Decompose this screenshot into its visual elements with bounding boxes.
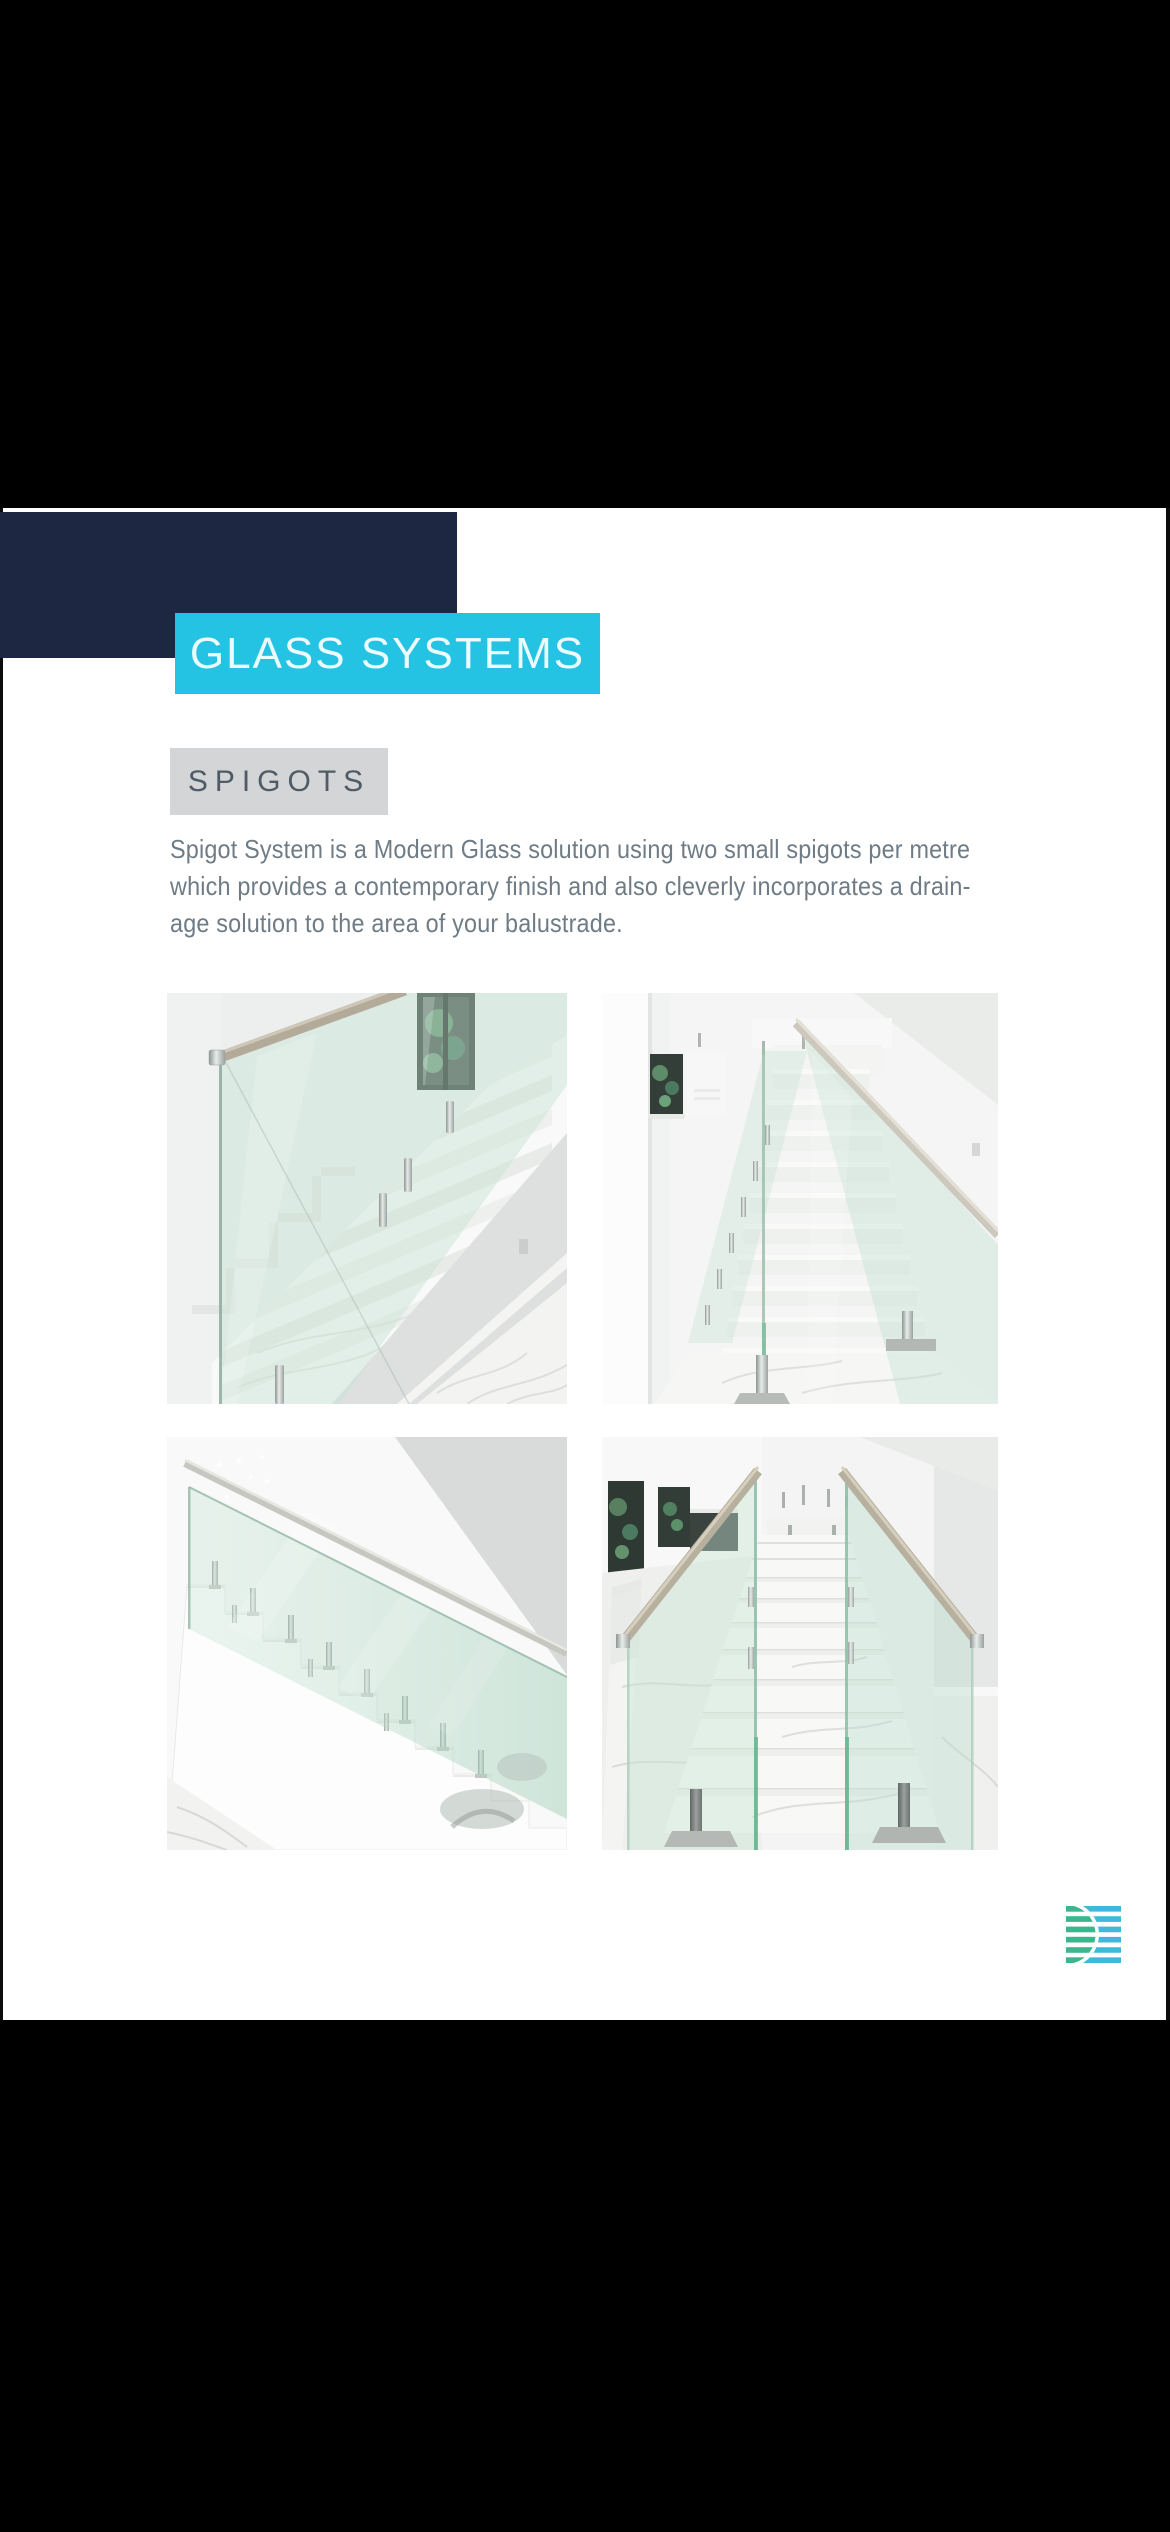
pillar [602, 993, 648, 1404]
spigots-heading-label: SPIGOTS [187, 764, 371, 798]
letterbox-top [0, 0, 1170, 508]
page-edge-right [1166, 508, 1170, 2020]
side-window [648, 1053, 726, 1119]
logo-green-semicircle [1066, 1906, 1096, 1963]
brand-logo [1063, 1906, 1121, 1963]
intro-line-1: Spigot System is a Modern Glass solution using two small spigots per metre [170, 834, 971, 864]
brochure-page [0, 508, 1170, 2020]
intro-paragraph [170, 831, 1070, 942]
logo-blue-stripes [1063, 1906, 1121, 1963]
banner-title: GLASS SYSTEMS [189, 628, 586, 678]
photo-staircase-front [602, 1437, 998, 1850]
page-edge-left [0, 508, 3, 2020]
glass-systems-banner [175, 613, 600, 694]
photo-staircase-side [167, 1437, 567, 1850]
wall-outlet [972, 1143, 980, 1156]
photo-staircase-front-angled [602, 993, 998, 1404]
intro-line-2: which provides a contemporary finish and also cleverly incorporates a drain- [170, 871, 971, 901]
letterbox-bottom [0, 2020, 1170, 2532]
photo-staircase-angled [167, 993, 567, 1404]
intro-line-3: age solution to the area of your balustrade. [170, 908, 623, 938]
spigots-heading [170, 748, 388, 815]
wall-outlet [519, 1239, 528, 1254]
